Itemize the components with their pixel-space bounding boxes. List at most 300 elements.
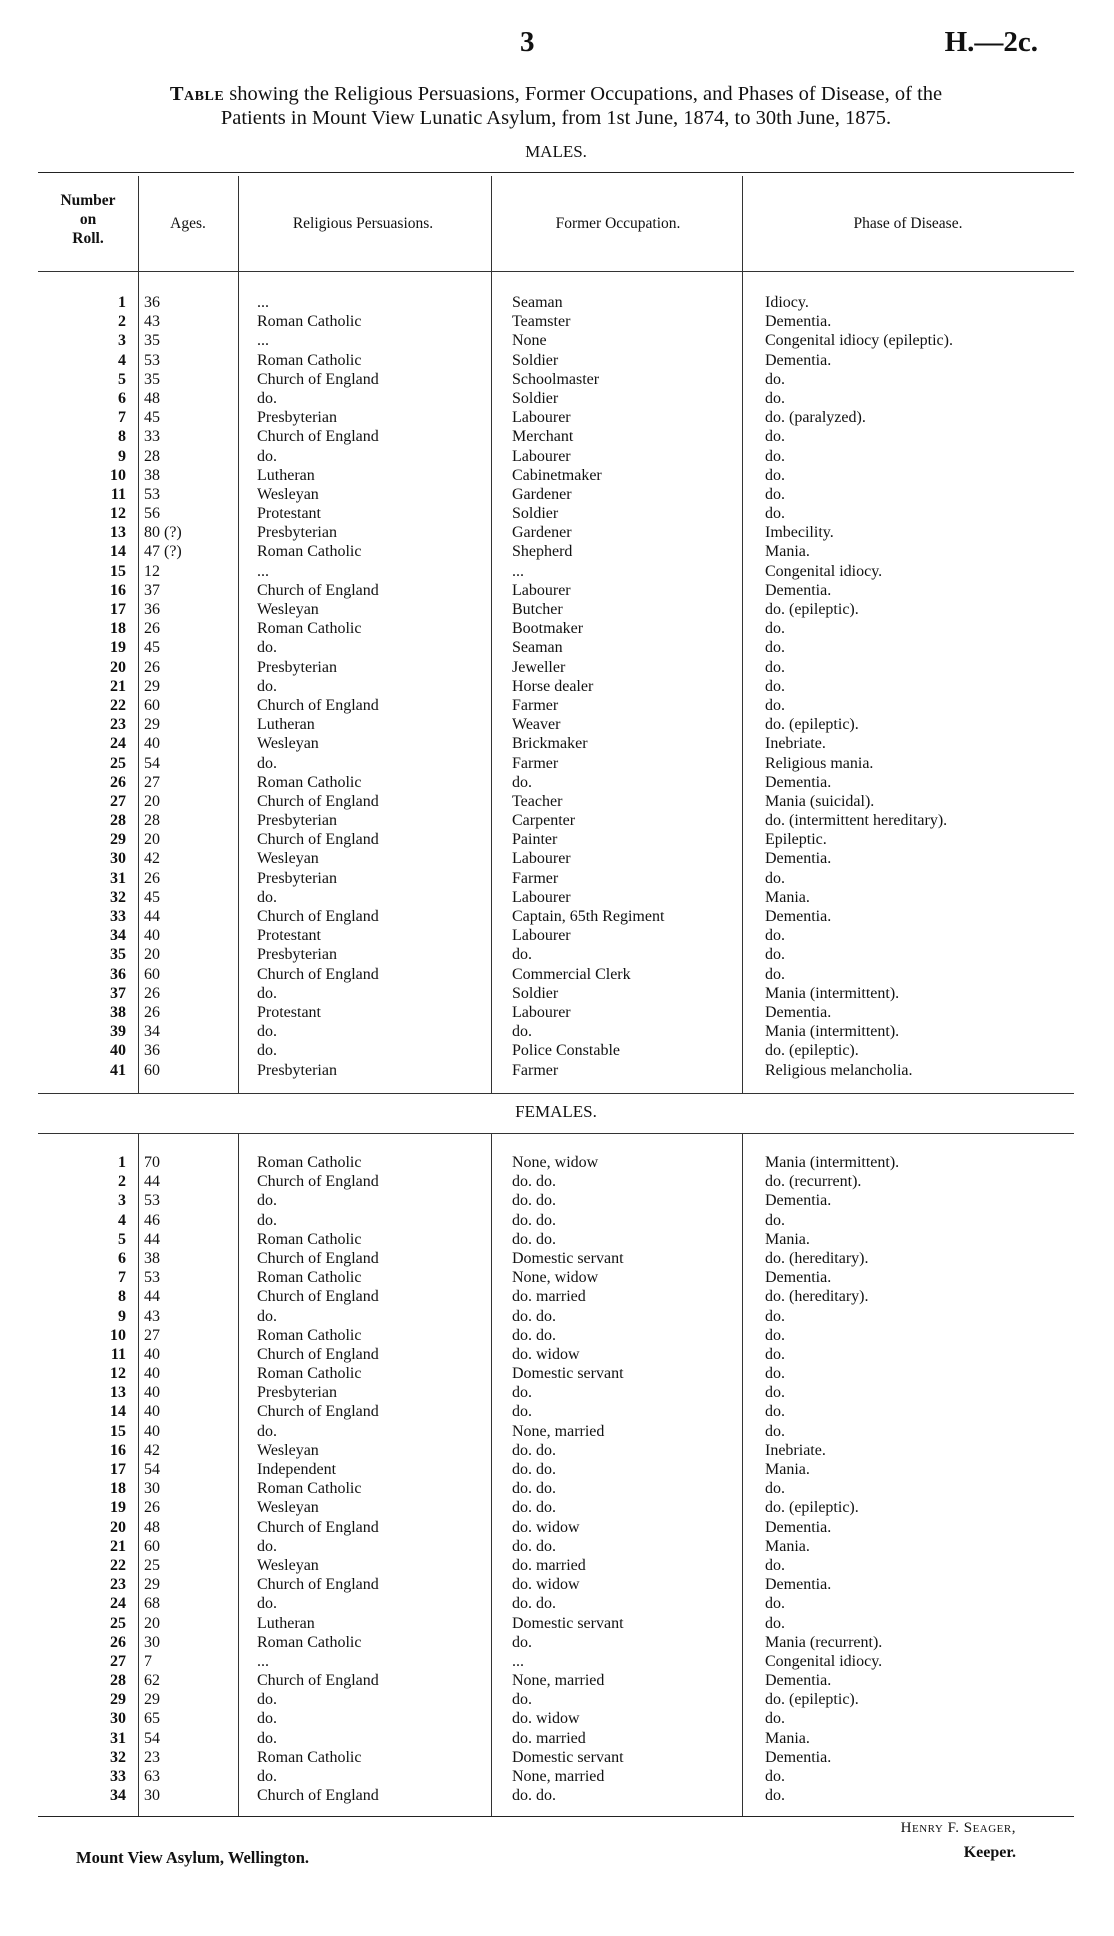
roll-number: 20 [110,1518,126,1536]
age-cell: 44 [144,1173,160,1191]
age-cell: 53 [144,1269,160,1287]
age-cell: 36 [144,601,160,618]
religion-cell: do. [257,1042,277,1060]
disease-cell: do. [765,639,785,657]
table-row [38,984,1074,1003]
religion-cell: Roman Catholic [257,313,362,331]
age-cell: 56 [144,505,160,523]
religion-cell: do. [257,1192,277,1210]
roll-number: 37 [110,984,126,1002]
disease-cell: do. (hereditary). [765,1249,869,1267]
table-row [38,447,1074,466]
disease-cell: do. (intermittent hereditary). [765,812,948,830]
occupation-cell: Police Constable [512,1042,620,1060]
table-row [38,1402,1074,1421]
roll-number: 21 [110,1537,126,1555]
occupation-cell: do. do. [512,1787,556,1805]
table-row [38,773,1074,792]
occupation-cell: do. do. [512,1211,556,1229]
religion-cell: Roman Catholic [257,1230,362,1248]
age-cell: 37 [144,581,160,599]
roll-number: 10 [110,1326,126,1344]
age-cell: 33 [144,428,160,446]
roll-number: 16 [110,1441,126,1459]
age-cell: 7 [144,1652,152,1670]
disease-cell: do. (epileptic). [765,1691,859,1709]
religion-cell: Presbyterian [257,812,337,830]
table-row [38,1191,1074,1210]
roll-number: 35 [110,946,126,964]
age-cell: 45 [144,639,160,657]
table-row [38,1268,1074,1287]
disease-cell: do. [765,620,785,638]
disease-cell: Mania. [765,888,810,906]
religion-cell: Wesleyan [257,601,319,618]
occupation-cell: Farmer [512,1061,559,1079]
disease-cell: Dementia. [765,773,832,791]
occupation-cell: do. do. [512,1173,556,1191]
religion-cell: do. [257,1710,277,1728]
occupation-cell: Labourer [512,409,571,427]
table-row [38,849,1074,868]
females-table-body [38,1153,1074,1805]
religion-cell: do. [257,1729,277,1747]
age-cell: 40 [144,927,160,945]
occupation-cell: Domestic servant [512,1249,624,1267]
occupation-cell: Labourer [512,850,571,868]
disease-cell: do. [765,696,785,714]
occupation-cell: do. do. [512,1461,556,1478]
age-cell: 42 [144,850,160,868]
roll-number: 7 [118,409,126,427]
table-title [38,82,1074,130]
roll-number: 9 [118,1307,126,1325]
roll-number: 2 [118,1173,126,1191]
occupation-cell: Labourer [512,447,571,465]
table-row [38,1003,1074,1022]
table-row [38,830,1074,849]
religion-cell: do. [257,984,277,1002]
religion-cell: Roman Catholic [257,351,362,369]
age-cell: 43 [144,313,160,331]
disease-cell: do. [765,1556,785,1574]
age-cell: 30 [144,1480,160,1498]
age-cell: 68 [144,1595,160,1613]
occupation-cell: Carpenter [512,812,576,830]
religion-cell: Wesleyan [257,1499,319,1517]
occupation-cell: do. widow [512,1518,580,1536]
roll-number: 11 [110,485,126,503]
religion-cell: Roman Catholic [257,1633,362,1651]
disease-cell: Congenital idiocy. [765,562,883,580]
roll-number: 27 [110,1652,126,1670]
roll-number: 32 [110,888,126,906]
occupation-cell: Labourer [512,888,571,906]
table-row [38,619,1074,638]
disease-cell: Mania (intermittent). [765,984,900,1002]
roll-number: 11 [110,1345,126,1363]
religion-cell: Roman Catholic [257,1365,362,1383]
religion-cell: do. [257,1691,277,1709]
disease-cell: Dementia. [765,908,832,925]
occupation-cell: Cabinetmaker [512,466,602,484]
table-row [38,370,1074,389]
disease-cell: do. [765,1480,785,1498]
roll-number: 22 [110,696,126,714]
roll-number: 32 [110,1748,126,1766]
religion-cell: Church of England [257,1518,379,1536]
occupation-cell: do. [512,773,532,791]
occupation-cell: Labourer [512,581,571,599]
age-cell: 70 [144,1154,160,1171]
roll-number: 18 [110,1480,126,1498]
age-cell: 28 [144,447,160,465]
roll-number: 10 [110,466,126,484]
occupation-cell: Bootmaker [512,620,584,638]
age-cell: 20 [144,1614,160,1632]
age-cell: 28 [144,812,160,830]
table-row [38,734,1074,753]
religion-cell: Wesleyan [257,850,319,868]
disease-cell: do. (epileptic). [765,1499,859,1517]
header-bottom-rule [38,271,1074,272]
disease-cell: Dementia. [765,850,832,868]
table-row [38,427,1074,446]
table-row [38,331,1074,350]
religion-cell: Church of England [257,1672,379,1690]
disease-cell: do. [765,428,785,446]
religion-cell: Church of England [257,1403,379,1421]
age-cell: 53 [144,1192,160,1210]
roll-number: 19 [110,639,126,657]
disease-cell: Mania (intermittent). [765,1023,900,1041]
religion-cell: Roman Catholic [257,773,362,791]
roll-number: 13 [110,524,126,542]
occupation-cell: Painter [512,831,558,849]
age-cell: 44 [144,1288,160,1306]
occupation-cell: Gardener [512,485,572,503]
age-cell: 45 [144,888,160,906]
age-cell: 36 [144,1042,160,1060]
religion-cell: do. [257,677,277,695]
religion-cell: do. [257,1422,277,1440]
roll-number: 29 [110,831,126,849]
disease-cell: do. [765,1365,785,1383]
table-row [38,1748,1074,1767]
age-cell: 60 [144,696,160,714]
roll-number: 21 [110,677,126,695]
age-cell: 44 [144,908,160,925]
title-line-2: Patients in Mount View Lunatic Asylum, from 1st June, 1874, to 30th June, 1875. [220,107,892,129]
disease-cell: do. [765,1422,785,1440]
religion-cell: do. [257,639,277,657]
age-cell: 45 [144,409,160,427]
occupation-cell: Seaman [512,294,563,311]
roll-number: 34 [110,927,126,945]
roll-number: 5 [118,370,126,388]
disease-cell: do. (epileptic). [765,716,859,734]
religion-cell: Church of England [257,1288,379,1306]
religion-cell: Lutheran [257,716,315,734]
occupation-cell: do. widow [512,1576,580,1594]
roll-number: 20 [110,658,126,676]
age-cell: 80 (?) [144,524,182,542]
table-row [38,1652,1074,1671]
occupation-cell: do. married [512,1729,586,1747]
disease-cell: do. [765,965,785,983]
roll-number: 25 [110,1614,126,1632]
age-cell: 54 [144,754,160,772]
age-cell: 36 [144,294,160,311]
occupation-cell: Farmer [512,754,559,772]
disease-cell: do. [765,869,785,887]
roll-number: 15 [110,562,126,580]
religion-cell: Presbyterian [257,946,337,964]
roll-number: 40 [110,1042,126,1060]
age-cell: 62 [144,1672,160,1690]
religion-cell: ... [257,294,269,311]
age-cell: 54 [144,1461,160,1478]
occupation-cell: Schoolmaster [512,370,600,388]
roll-number: 3 [118,332,126,350]
religion-cell: Presbyterian [257,1384,337,1402]
occupation-cell: None, widow [512,1154,599,1171]
disease-cell: do. [765,1307,785,1325]
occupation-cell: do. widow [512,1710,580,1728]
age-cell: 27 [144,1326,160,1344]
disease-cell: do. [765,466,785,484]
age-cell: 30 [144,1787,160,1805]
religion-cell: do. [257,888,277,906]
occupation-cell: Shepherd [512,543,573,561]
religion-cell: Lutheran [257,466,315,484]
religion-cell: Presbyterian [257,1061,337,1079]
age-cell: 25 [144,1556,160,1574]
age-cell: 48 [144,389,160,407]
disease-cell: Mania (recurrent). [765,1633,883,1651]
religion-cell: Church of England [257,1787,379,1805]
disease-cell: Mania. [765,1537,810,1555]
keeper-title: Keeper. [963,1844,1016,1861]
table-row [38,811,1074,830]
roll-number: 31 [110,869,126,887]
occupation-cell: Soldier [512,984,559,1002]
disease-cell: Dementia. [765,1192,832,1210]
occupation-cell: do. do. [512,1499,556,1517]
table-row [38,1422,1074,1441]
table-row [38,1230,1074,1249]
disease-cell: Epileptic. [765,831,827,849]
table-row [38,638,1074,657]
age-cell: 46 [144,1211,160,1229]
disease-cell: do. [765,1384,785,1402]
occupation-cell: Domestic servant [512,1614,624,1632]
roll-number: 41 [110,1061,126,1079]
table-row [38,926,1074,945]
roll-number: 4 [118,351,126,369]
age-cell: 43 [144,1307,160,1325]
religion-cell: Church of England [257,831,379,849]
roll-number: 27 [110,792,126,810]
column-header-number: Number on Roll. [60,192,116,247]
age-cell: 26 [144,1003,160,1021]
roll-number: 13 [110,1384,126,1402]
column-header-disease: Phase of Disease. [853,215,963,232]
disease-cell: Religious melancholia. [765,1061,913,1079]
roll-number: 8 [118,428,126,446]
occupation-cell: do. [512,1403,532,1421]
occupation-cell: Soldier [512,389,559,407]
disease-cell: do. [765,927,785,945]
occupation-cell: Captain, 65th Regiment [512,908,665,925]
table-top-rule [38,172,1074,173]
occupation-cell: Soldier [512,351,559,369]
disease-cell: Imbecility. [765,524,834,542]
disease-cell: Dementia. [765,1672,832,1690]
table-row [38,1709,1074,1728]
occupation-cell: ... [512,1652,524,1670]
religion-cell: Church of England [257,696,379,714]
roll-number: 14 [110,1403,126,1421]
occupation-cell: Domestic servant [512,1748,624,1766]
roll-number: 30 [110,1710,126,1728]
table-row [38,715,1074,734]
age-cell: 26 [144,984,160,1002]
age-cell: 44 [144,1230,160,1248]
religion-cell: Presbyterian [257,409,337,427]
disease-cell: Mania. [765,1461,810,1478]
roll-number: 26 [110,1633,126,1651]
age-cell: 48 [144,1518,160,1536]
religion-cell: Church of England [257,965,379,983]
occupation-cell: Farmer [512,696,559,714]
disease-cell: do. [765,389,785,407]
religion-cell: do. [257,447,277,465]
disease-cell: do. (hereditary). [765,1288,869,1306]
table-row [38,351,1074,370]
age-cell: 29 [144,716,160,734]
religion-cell: Church of England [257,1576,379,1594]
occupation-cell: None [512,332,547,350]
table-row [38,312,1074,331]
table-row [38,1211,1074,1230]
occupation-cell: None, married [512,1768,605,1785]
age-cell: 42 [144,1441,160,1459]
disease-cell: Mania. [765,1729,810,1747]
roll-number: 16 [110,581,126,599]
table-row [38,1537,1074,1556]
age-cell: 26 [144,869,160,887]
table-row [38,504,1074,523]
age-cell: 34 [144,1023,160,1041]
age-cell: 60 [144,1537,160,1555]
roll-number: 39 [110,1023,126,1041]
table-row [38,1383,1074,1402]
age-cell: 29 [144,1576,160,1594]
disease-cell: Dementia. [765,351,832,369]
occupation-cell: Teacher [512,792,563,810]
religion-cell: Church of England [257,1249,379,1267]
age-cell: 26 [144,658,160,676]
disease-cell: do. [765,1787,785,1805]
occupation-cell: do. [512,946,532,964]
roll-number: 19 [110,1499,126,1517]
table-row [38,1364,1074,1383]
disease-cell: do. [765,1710,785,1728]
occupation-cell: Horse dealer [512,677,594,695]
males-bottom-rule [38,1093,1074,1094]
table-row [38,792,1074,811]
religion-cell: Wesleyan [257,1441,319,1459]
age-cell: 60 [144,965,160,983]
disease-cell: do. [765,946,785,964]
occupation-cell: Brickmaker [512,735,588,753]
roll-number: 33 [110,1768,126,1785]
column-header-occupation: Former Occupation. [555,215,681,232]
table-row [38,907,1074,926]
occupation-cell: do. [512,1633,532,1651]
table-row [38,1671,1074,1690]
age-cell: 60 [144,1061,160,1079]
roll-number: 23 [110,716,126,734]
age-cell: 38 [144,1249,160,1267]
roll-number: 6 [118,1249,126,1267]
religion-cell: Church of England [257,792,379,810]
table-row [38,677,1074,696]
disease-cell: Religious mania. [765,754,874,772]
age-cell: 47 (?) [144,543,182,561]
roll-number: 15 [110,1422,126,1440]
occupation-cell: Commercial Clerk [512,965,631,983]
roll-number: 22 [110,1556,126,1574]
keeper-name: Henry F. Seager, [900,1820,1016,1836]
roll-number: 12 [110,1365,126,1383]
roll-number: 3 [118,1192,126,1210]
roll-number: 28 [110,1672,126,1690]
table-row [38,1690,1074,1709]
table-row [38,869,1074,888]
roll-number: 34 [110,1787,126,1805]
table-bottom-rule [38,1816,1074,1817]
religion-cell: Roman Catholic [257,543,362,561]
occupation-cell: do. do. [512,1441,556,1459]
roll-number: 29 [110,1691,126,1709]
table-row [38,1767,1074,1786]
table-row [38,888,1074,907]
females-top-rule [38,1133,1074,1134]
column-header-religion: Religious Persuasions. [292,215,434,232]
roll-number: 8 [118,1288,126,1306]
table-row [38,945,1074,964]
age-cell: 29 [144,1691,160,1709]
table-row [38,1022,1074,1041]
occupation-cell: Weaver [512,716,561,734]
age-cell: 40 [144,1365,160,1383]
age-cell: 53 [144,351,160,369]
table-row [38,658,1074,677]
age-cell: 29 [144,677,160,695]
roll-number: 17 [110,1461,126,1478]
roll-number: 38 [110,1003,126,1021]
religion-cell: Roman Catholic [257,1269,362,1287]
religion-cell: Church of England [257,1173,379,1191]
table-row [38,1594,1074,1613]
table-row [38,1786,1074,1805]
age-cell: 35 [144,332,160,350]
age-cell: 54 [144,1729,160,1747]
religion-cell: Independent [257,1461,337,1478]
disease-cell: Mania. [765,1230,810,1248]
